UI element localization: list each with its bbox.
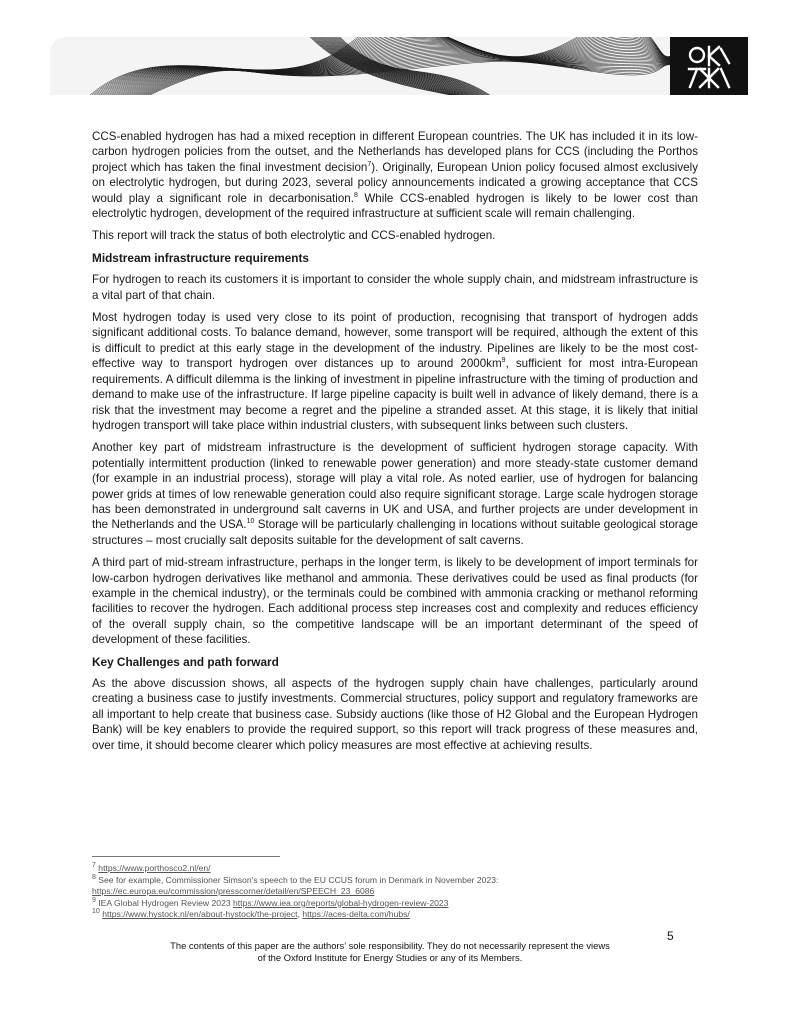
footnote-divider — [92, 856, 280, 857]
header-banner — [50, 37, 748, 95]
footnote-8 — [92, 875, 652, 887]
footnote-ref-10[interactable]: 10 — [246, 518, 255, 526]
footnote-7 — [92, 863, 652, 875]
page-number: 5 — [667, 929, 674, 943]
footnote-10-link-aces[interactable]: https://aces-delta.com/hubs/ — [302, 909, 410, 920]
footnote-8-link[interactable]: https://ec.europa.eu/commission/presscorner/detail/en/SPEECH_23_6086 — [92, 886, 375, 897]
footnote-number: 8 — [92, 873, 96, 881]
text-span: , sufficient for most intra-European requirements. A difficult dilemma is the linking of investment in pipeline infrastructure with the timing of production and demand to make use of the infrastructure. If large pipeline capacity is built well in advance of likely demand, there is a risk that the investment may become a regret and the pipeline a stranded asset. At this stage, it is likely that initial hydrogen transport will take place within industrial clusters, with subsequent links between such clusters. — [92, 357, 698, 432]
oies-logo-icon — [687, 45, 731, 89]
wave-pattern-graphic — [50, 37, 670, 95]
heading-midstream: Midstream infrastructure requirements — [92, 250, 309, 265]
footnote-10-link-hystock[interactable]: https://www.hystock.nl/en/about-hystock/the-project — [102, 909, 298, 920]
disclaimer-line-1: The contents of this paper are the authors’ sole responsibility. They do not necessarily represent the views — [170, 940, 610, 951]
footer-disclaimer — [110, 940, 670, 964]
footnote-number: 10 — [92, 908, 100, 916]
footnote-ref-7[interactable]: 7 — [367, 160, 372, 168]
footnote-ref-9[interactable]: 9 — [501, 357, 506, 365]
footnote-8-text: See for example, Commissioner Simson’s speech to the EU CCUS forum in Denmark in November 2023: — [98, 874, 499, 885]
paragraph-import-terminals: A third part of mid-stream infrastructure, perhaps in the longer term, is likely to be development of import terminals for low-carbon hydrogen derivatives like methanol and ammonia. These derivatives could be used as final products (for example in the chemical industry), or the terminals could be combined with ammonia cracking or methanol reforming facilities to recover the hydrogen. Each additional process step increases cost and complexity and reduces efficiency of the overall supply chain, so the competitive landscape will be an important determinant of the speed of development of these facilities. — [92, 556, 698, 647]
paragraph-challenges: As the above discussion shows, all aspects of the hydrogen supply chain have challenges, particularly around creating a business case to justify investments. Commercial structures, policy support and regulatory frameworks are all important to help create that business case. Subsidy auctions (like those of H2 Global and the European Hydrogen Bank) will be key enablers to provide the required support, so this report will track progress of these measures and, over time, it should become clearer which policy measures are most effective at achieving results. — [92, 677, 698, 752]
footnote-7-link[interactable]: https://www.porthosco2.nl/en/ — [98, 863, 211, 873]
text-span: CCS-enabled hydrogen has had a mixed reception in different European countries. The UK has included it in its low-carbon hydrogen policies from the outset, and the Netherlands has developed plans for CCS (including the Porthos project which has taken the final investment decision — [92, 130, 698, 174]
footnote-number: 7 — [92, 862, 96, 870]
footnote-9-link[interactable]: https://www.iea.org/reports/global-hydrogen-review-2023 — [233, 897, 449, 908]
footnote-9-text: IEA Global Hydrogen Review 2023 — [98, 897, 234, 908]
oxford-institute-logo — [670, 37, 748, 95]
text-span: While CCS-enabled hydrogen is likely to be lower cost than electrolytic hydrogen, development of the required infrastructure at sufficient scale will remain challenging. — [92, 191, 698, 221]
footnotes — [92, 863, 652, 921]
footnote-separator: , — [297, 909, 303, 920]
paragraph-storage — [92, 440, 698, 548]
main-text — [92, 129, 698, 760]
paragraph-ccs-reception — [92, 129, 698, 221]
footnote-ref-8[interactable]: 8 — [353, 191, 358, 199]
paragraph-transport — [92, 310, 698, 433]
footnote-10 — [92, 909, 652, 921]
heading-challenges: Key Challenges and path forward — [92, 654, 279, 669]
text-span: Another key part of midstream infrastructure is the development of sufficient hydrogen storage capacity. With potentially intermittent production (linked to renewable power generation) and more steady-state customer demand (for example in an industrial process), storage will play a vital role. As noted earlier, use of hydrogen for balancing power grids at times of low renewable generation could also require significant storage. Large scale hydrogen storage has been demonstrated in underground salt caverns in UK and USA, and further projects are under development in the Netherlands and the USA. — [92, 441, 698, 532]
paragraph-supply-chain: For hydrogen to reach its customers it is important to consider the whole supply chain, and midstream infrastructure is a vital part of that chain. — [92, 273, 698, 302]
text-span: Most hydrogen today is used very close to its point of production, recognising that transport of hydrogen adds significant additional costs. To balance demand, however, some transport will be required, although the extent of this is difficult to predict at this early stage in the development of the industry. Pipelines are likely to be the most cost-effective way to transport hydrogen over distances up to around 2000km — [92, 311, 698, 371]
footnote-9 — [92, 898, 652, 910]
footnote-number: 9 — [92, 896, 96, 904]
footnote-8-link-line — [92, 886, 652, 898]
disclaimer-line-2: of the Oxford Institute for Energy Studies or any of its Members. — [257, 952, 523, 963]
text-span: Storage will be particularly challenging in locations without suitable geological storage structures – most crucially salt deposits suitable for the development of salt caverns. — [92, 518, 698, 547]
paragraph-track-status: This report will track the status of both electrolytic and CCS-enabled hydrogen. — [92, 229, 496, 243]
text-span: ). Originally, European Union policy focused almost exclusively on electrolytic hydrogen, but during 2023, several policy announcements indicated a growing acceptance that CCS would play a significant role in decarbonisation. — [92, 160, 698, 205]
